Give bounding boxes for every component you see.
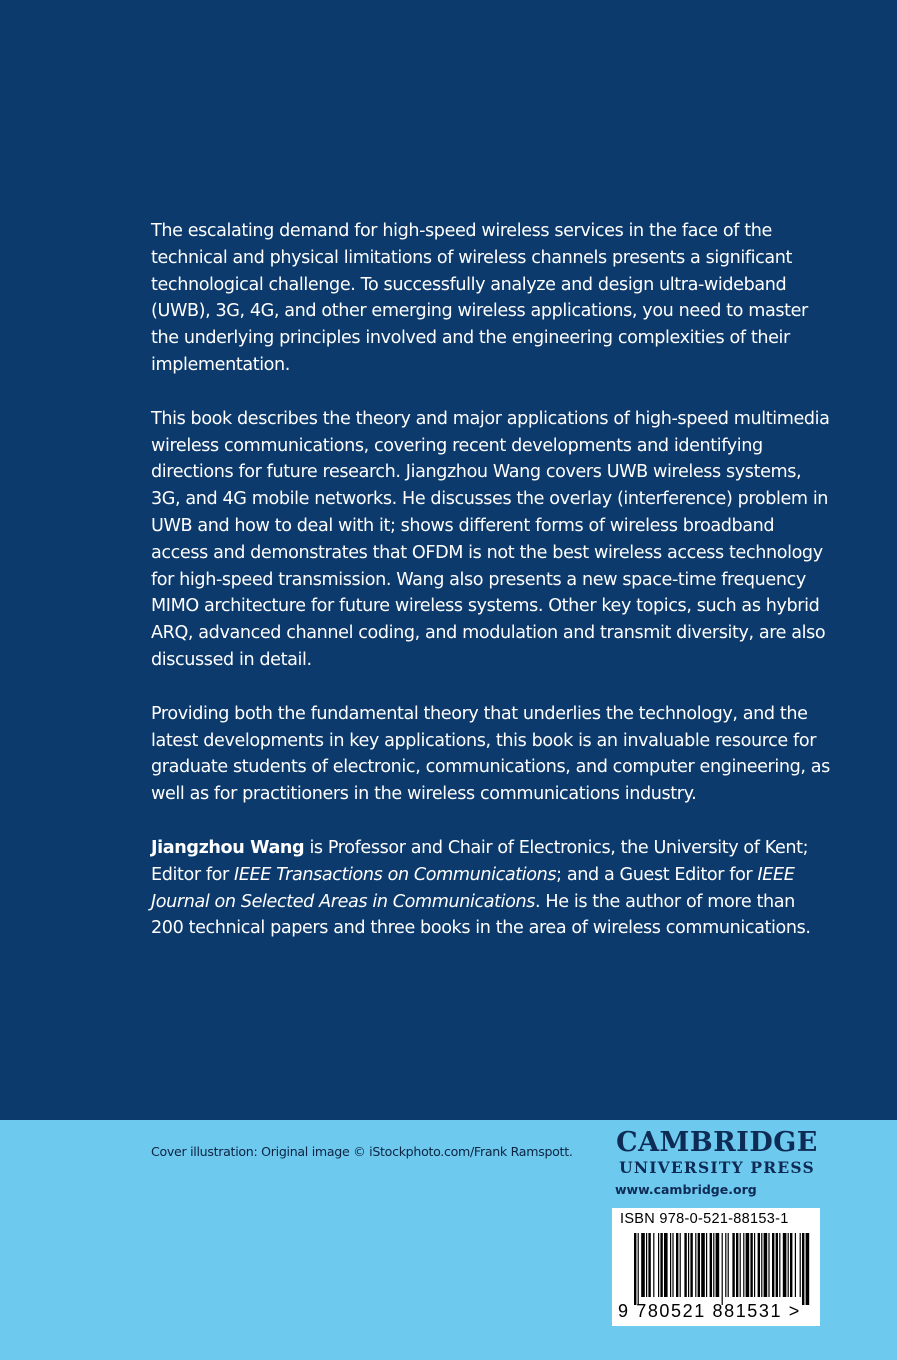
journal-title-2: IEEE Journal on Selected Areas in Communications: [151, 864, 795, 912]
barcode-bar: [761, 1233, 762, 1297]
barcode-bar: [713, 1233, 714, 1297]
barcode-bar: [670, 1233, 671, 1297]
barcode-bar: [746, 1233, 750, 1297]
publisher-logo: [612, 1128, 822, 1200]
barcode-bar: [806, 1233, 810, 1305]
barcode-bar: [701, 1233, 705, 1297]
barcode-bar: [690, 1233, 692, 1297]
journal-title-1: IEEE Transactions on Communications: [234, 864, 557, 885]
footer-band: [0, 1120, 897, 1360]
blurb-paragraph-1: The escalating demand for high-speed wireless services in the face of the technical and physical limitations of wireless channels presents a significant technological challenge. To successfully analyze and design ultra-wideband (UWB), 3G, 4G, and other emerging wireless applications, you need to master the underlying principles involved and the engineering complexities of their implementation.: [151, 221, 808, 375]
barcode-bar: [800, 1233, 801, 1297]
barcode-bar: [758, 1233, 760, 1297]
barcode-bar: [754, 1233, 755, 1297]
barcode-bar: [660, 1233, 662, 1297]
blurb-text: [151, 218, 831, 942]
barcode-bar: [802, 1233, 804, 1305]
author-bio-text-3: . He is the author of more than 200 technical papers and three books in the area of wireless communications.: [151, 891, 811, 939]
barcode-bar: [706, 1233, 707, 1297]
barcode-bar: [664, 1233, 668, 1297]
barcode-bar: [646, 1233, 647, 1297]
barcode-bar: [710, 1233, 712, 1297]
barcode-bar: [695, 1233, 696, 1297]
barcode-bar: [732, 1233, 734, 1297]
author-bio-text-1: is Professor and Chair of Electronics, the University of Kent; Editor for: [151, 837, 809, 885]
barcode-bar: [672, 1233, 673, 1297]
barcode-bar: [736, 1233, 738, 1297]
barcode-bar: [698, 1233, 700, 1297]
publisher-name: CAMBRIDGE: [616, 1127, 818, 1158]
barcode-bar: [779, 1233, 780, 1297]
barcode-bar: [641, 1233, 645, 1297]
barcode-digits: 9 780521 881531 >: [618, 1301, 801, 1321]
barcode-bar: [725, 1233, 726, 1297]
barcode-bar: [658, 1233, 659, 1297]
author-bio: [151, 835, 831, 942]
publisher-subtitle: UNIVERSITY PRESS: [619, 1158, 815, 1177]
barcode-bar: [740, 1233, 741, 1297]
barcode-bar: [676, 1233, 678, 1297]
barcode-bar: [788, 1233, 789, 1297]
isbn-label: ISBN 978-0-521-88153-1: [620, 1211, 789, 1227]
barcode-panel: [612, 1208, 820, 1326]
barcode-bar: [795, 1233, 796, 1297]
barcode-bar: [768, 1233, 769, 1297]
blurb-paragraph-3: Providing both the fundamental theory that underlies the technology, and the latest developments in key applications, this book is an invaluable resource for graduate students of electronic, communications, and computer engineering, as well as for practitioners in the wireless communications industry.: [151, 703, 830, 805]
barcode-bar: [783, 1233, 787, 1297]
barcode-bar: [790, 1233, 792, 1297]
barcode-bar: [728, 1233, 729, 1297]
author-name: Jiangzhou Wang: [151, 837, 305, 858]
barcode-bar: [684, 1233, 686, 1297]
barcode-bar: [776, 1233, 778, 1297]
barcode-bar: [634, 1233, 636, 1305]
publisher-url: www.cambridge.org: [615, 1182, 757, 1197]
barcode-bar: [653, 1233, 654, 1297]
barcode-bar: [764, 1233, 768, 1297]
barcode-bar: [638, 1233, 639, 1305]
barcode-bar: [772, 1233, 774, 1297]
barcode-bar: [716, 1233, 720, 1297]
blurb-paragraph-2: This book describes the theory and major applications of high-speed multimedia wireless communications, covering recent developments and identifying directions for future research. Jiangzhou Wang covers UWB wireless systems, 3G, and 4G mobile networks. He discusses the overlay (interference) problem in UWB and how to deal with it; shows different forms of wireless broadband access and demonstrates that OFDM is not the best wireless access technology for high-speed transmission. Wang also presents a new space-time frequency MIMO architecture for future wireless systems. Other key topics, such as hybrid ARQ, advanced channel coding, and modulation and transmit diversity, are also discussed in detail.: [151, 408, 830, 670]
barcode-bar: [750, 1233, 752, 1297]
cover-illustration-credit: Cover illustration: Original image © iStockphoto.com/Frank Ramspott.: [151, 1144, 573, 1159]
barcode-bar: [688, 1233, 689, 1297]
author-bio-text-2: ; and a Guest Editor for: [556, 864, 758, 885]
barcode-bar: [680, 1233, 681, 1297]
barcode-bar: [648, 1233, 650, 1297]
barcode-bar: [743, 1233, 744, 1297]
barcode-bar: [722, 1233, 723, 1305]
